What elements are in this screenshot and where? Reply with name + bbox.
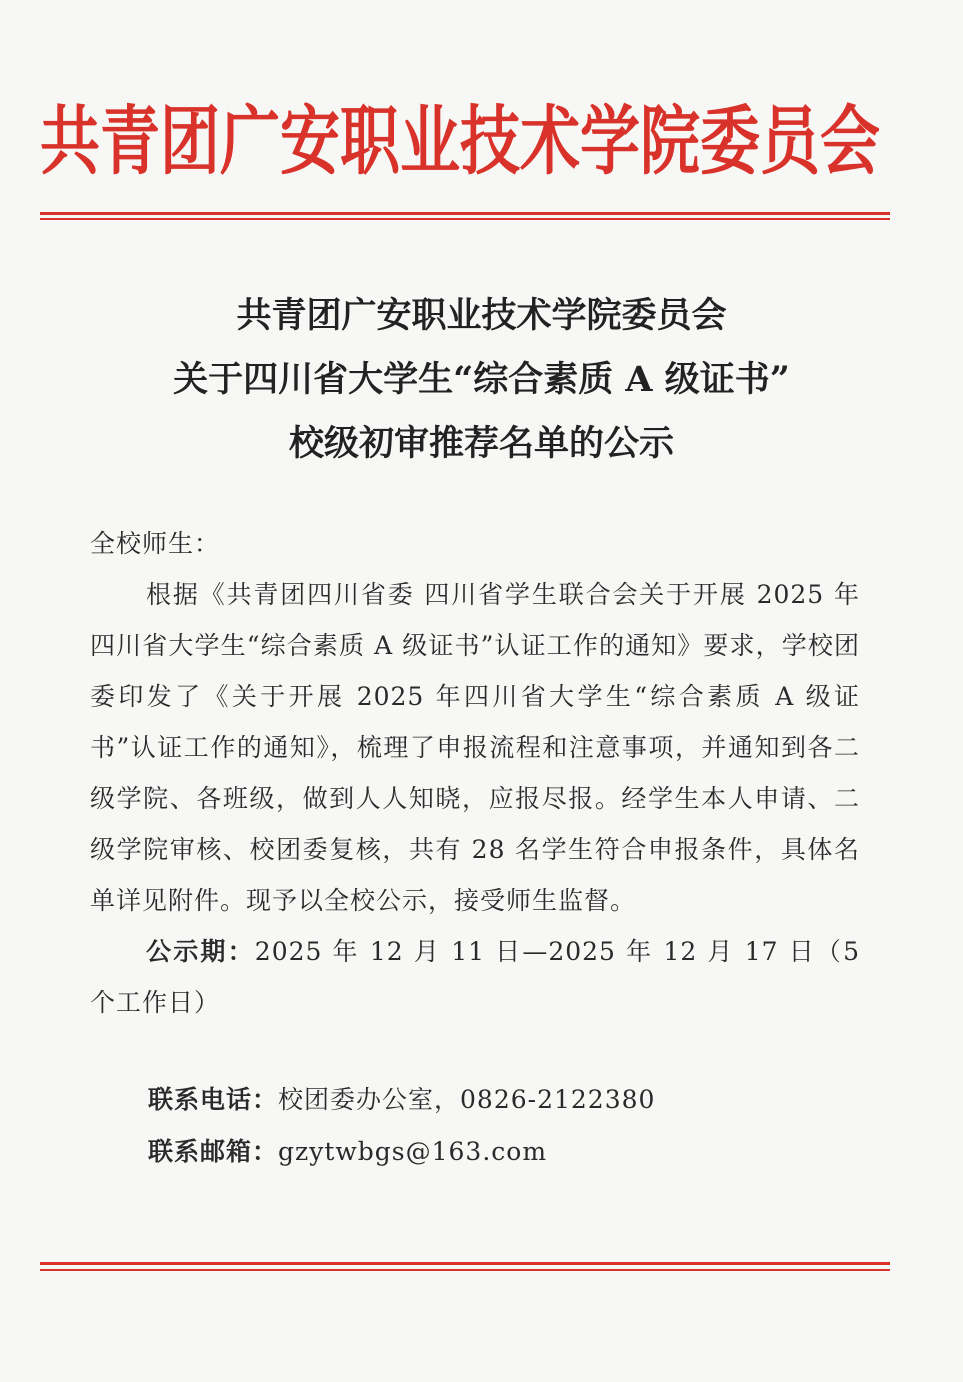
phone-value: 校团委办公室，0826-2122380 bbox=[278, 1085, 656, 1114]
email-value[interactable]: gzytwbgs@163.com bbox=[278, 1137, 548, 1166]
contact-email bbox=[148, 1132, 547, 1172]
phone-label: 联系电话： bbox=[148, 1085, 279, 1114]
email-label: 联系邮箱： bbox=[148, 1137, 279, 1166]
publicity-period bbox=[90, 926, 860, 1028]
letterhead-rule-bottom bbox=[40, 218, 890, 220]
footer-rule-top bbox=[40, 1262, 890, 1265]
letterhead-title: 共青团广安职业技术学院委员会 bbox=[40, 98, 880, 186]
notice-body bbox=[90, 518, 860, 1028]
letterhead-rule-top bbox=[40, 212, 890, 215]
notice-title-line-2: 关于四川省大学生“综合素质 A 级证书” bbox=[173, 359, 790, 400]
footer-rule-bottom bbox=[40, 1269, 890, 1271]
salutation: 全校师生： bbox=[90, 529, 221, 558]
contact-phone bbox=[148, 1080, 655, 1120]
period-label: 公示期： bbox=[146, 937, 255, 966]
period-value: 2025 年 12 月 11 日—2025 年 12 月 17 日（5 个工作日） bbox=[90, 937, 860, 1017]
body-paragraph: 根据《共青团四川省委 四川省学生联合会关于开展 2025 年四川省大学生“综合素质 A 级证书”认证工作的通知》要求，学校团委印发了《关于开展 2025 年四川省大学生“综合素质 A 级证书”认证工作的通知》，梳理了申报流程和注意事项，并通知到各二级学院、各班级，做到人人知晓，应报尽报。经学生本人申请、二级学院审核、校团委复核，共有 28 名学生符合申报条件，具体名单详见附件。现予以全校公示，接受师生监督。 bbox=[90, 580, 860, 915]
notice-title-line-3: 校级初审推荐名单的公示 bbox=[288, 423, 674, 464]
notice-title-line-1: 共青团广安职业技术学院委员会 bbox=[236, 295, 727, 336]
